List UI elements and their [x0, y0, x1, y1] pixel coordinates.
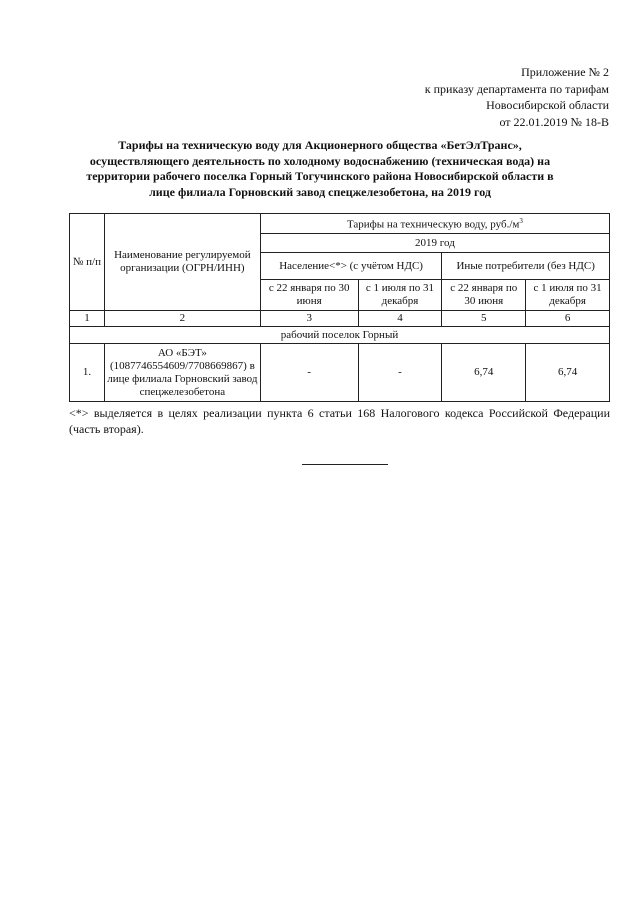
header-organization: Наименование регулируемой организации (ОГРН/ИНН)	[104, 214, 260, 311]
appendix-region: Новосибирской области	[486, 98, 609, 112]
row-number: 1.	[70, 344, 105, 402]
row-organization: АО «БЭТ» (1087746554609/7708669867) в лице филиала Горновский завод спецжелезобетона	[104, 344, 260, 402]
table-row	[70, 344, 610, 402]
header-tariffs-text: Тарифы на техническую воду, руб./м	[346, 218, 520, 231]
header-period-4: с 1 июля по 31 декабря	[526, 280, 610, 311]
tariff-table	[69, 213, 610, 402]
header-period-1: с 22 января по 30 июня	[260, 280, 358, 311]
header-period-3: с 22 января по 30 июня	[442, 280, 526, 311]
column-number-4: 4	[358, 311, 442, 327]
header-year: 2019 год	[260, 234, 609, 253]
column-number-1: 1	[70, 311, 105, 327]
appendix-header	[425, 64, 609, 130]
appendix-date: от 22.01.2019 № 18-В	[499, 114, 609, 129]
header-other-consumers: Иные потребители (без НДС)	[442, 253, 610, 280]
row-value-3: 6,74	[442, 344, 526, 402]
title-line-3: территории рабочего поселка Горный Тогучинского района Новосибирской области в	[86, 169, 554, 183]
header-number: № п/п	[70, 214, 105, 311]
row-value-4: 6,74	[526, 344, 610, 402]
header-tariffs	[260, 214, 609, 234]
title-line-2: осуществляющего деятельность по холодному водоснабжению (техническая вода) на	[89, 153, 551, 168]
column-number-2: 2	[104, 311, 260, 327]
header-period-2: с 1 июля по 31 декабря	[358, 280, 442, 311]
row-value-1: -	[260, 344, 358, 402]
document-title	[70, 138, 570, 200]
appendix-order-reference: к приказу департамента по тарифам	[424, 81, 609, 96]
location-row: рабочий поселок Горный	[70, 327, 610, 344]
title-line-1: Тарифы на техническую воду для Акционерного общества «БетЭлТранс»,	[118, 138, 522, 152]
column-number-5: 5	[442, 311, 526, 327]
appendix-number: Приложение № 2	[521, 65, 609, 79]
footnote: <*> выделяется в целях реализации пункта 6 статьи 168 Налогового кодекса Российской Федерации (часть вторая).	[69, 406, 610, 436]
row-value-2: -	[358, 344, 442, 402]
closing-rule	[302, 464, 388, 465]
title-line-4: лице филиала Горновский завод спецжелезобетона, на 2019 год	[149, 184, 491, 199]
column-number-6: 6	[526, 311, 610, 327]
column-number-3: 3	[260, 311, 358, 327]
header-population: Население<*> (с учётом НДС)	[260, 253, 442, 280]
header-tariffs-unit-sup: 3	[519, 217, 523, 226]
